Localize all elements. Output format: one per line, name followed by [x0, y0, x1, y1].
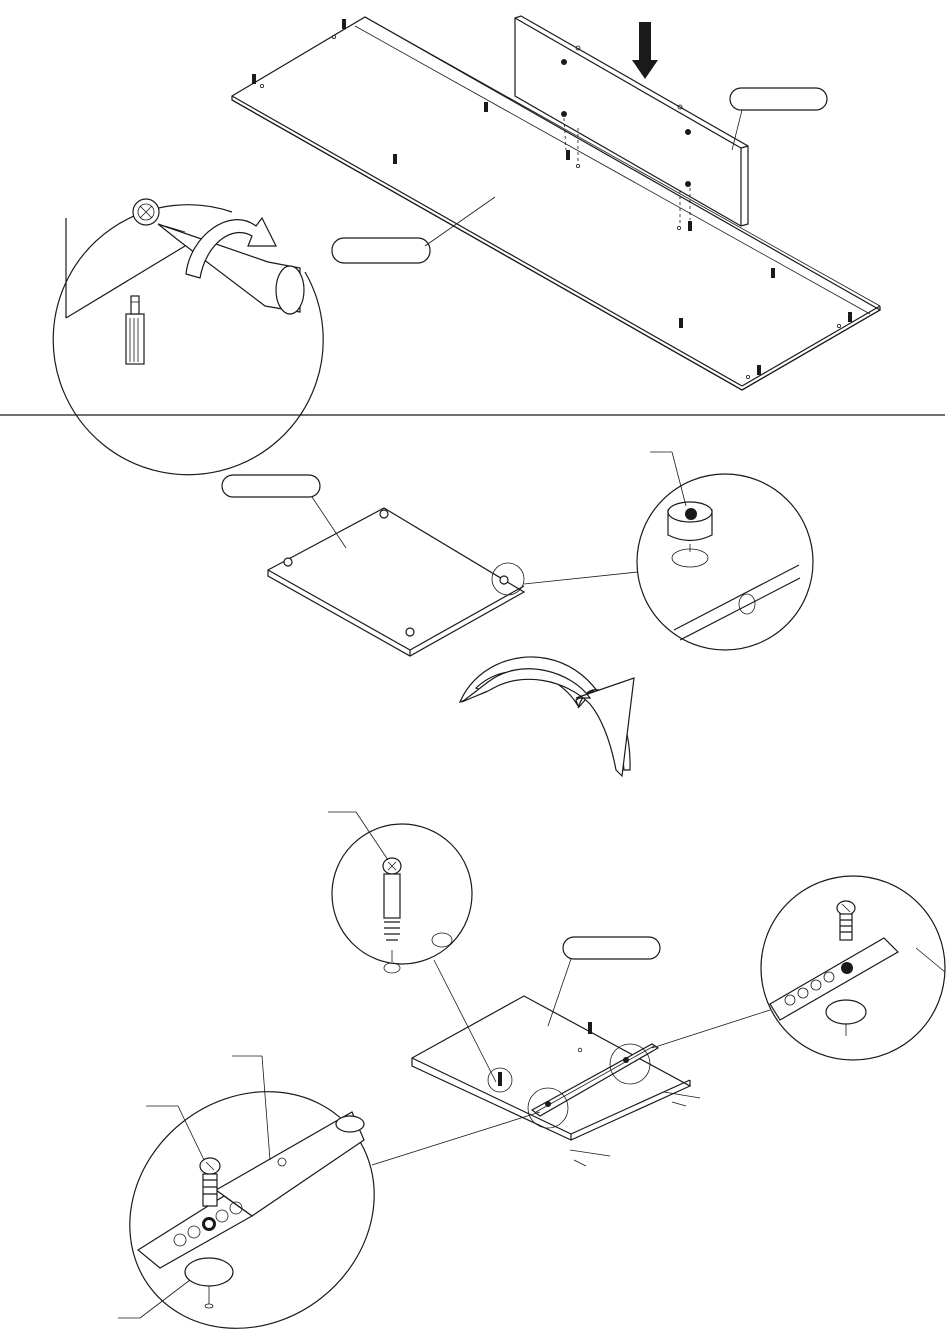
- dowel-pin-icon: [126, 296, 144, 364]
- small-panel: [268, 508, 638, 656]
- screw-icon: [200, 1158, 220, 1206]
- part-label-medium-panel: [548, 937, 660, 1026]
- flip-arrow-icon: [460, 657, 634, 776]
- part-label-small-panel: [222, 475, 346, 548]
- cam-lock-icon: [668, 502, 712, 541]
- screw-icon: [837, 901, 855, 940]
- step-lower: [82, 452, 945, 1344]
- detail-cam-lock: [637, 452, 813, 650]
- step-upper: [53, 16, 880, 475]
- part-label-divider: [730, 88, 827, 150]
- detail-runner-right: [652, 876, 945, 1060]
- screwdriver-icon: [158, 224, 304, 314]
- cam-lock-icon: [133, 199, 159, 225]
- medium-panel: [412, 996, 700, 1166]
- detail-screwdriver: [53, 199, 323, 475]
- screw-icon: [383, 858, 401, 940]
- down-arrow-icon: [632, 22, 658, 79]
